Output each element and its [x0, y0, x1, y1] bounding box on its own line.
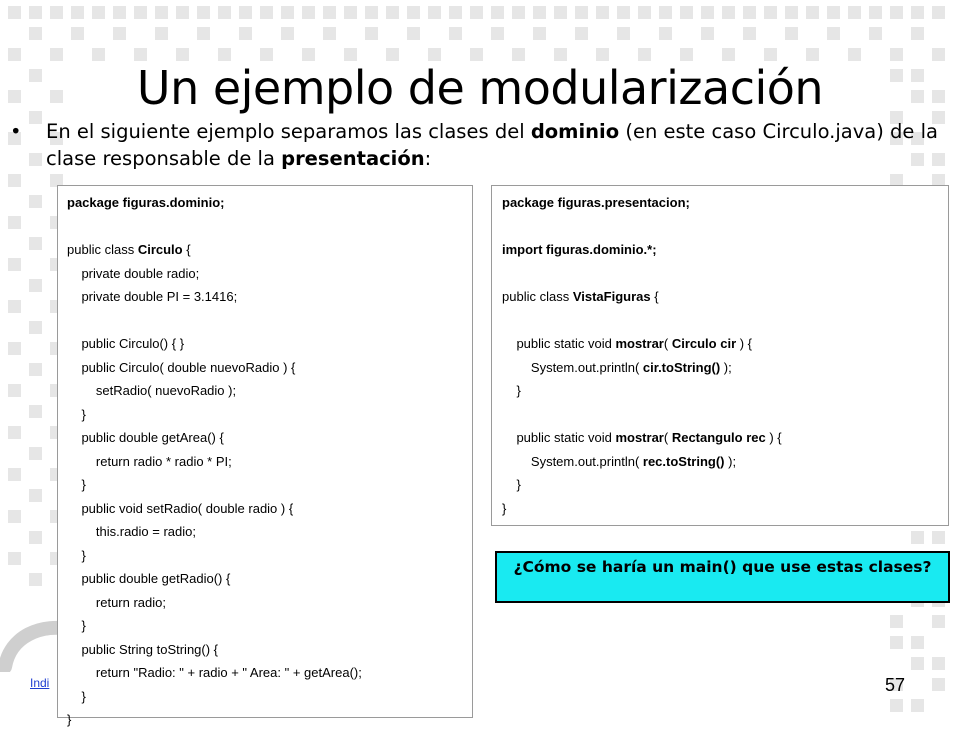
- code-line: package figuras.presentacion;: [502, 195, 690, 210]
- code-line: this.radio = radio;: [67, 524, 196, 539]
- code-line: [67, 309, 472, 333]
- code-line: return radio * radio * PI;: [67, 453, 232, 469]
- code-line: System.out.println( cir.toString() );: [502, 359, 732, 375]
- slide-title: Un ejemplo de modularización: [136, 61, 824, 115]
- code-line: [67, 215, 472, 239]
- code-line: }: [67, 688, 86, 704]
- code-line: public double getRadio() {: [67, 571, 231, 586]
- bullet-icon: •: [10, 120, 22, 143]
- code-line: public static void mostrar( Circulo cir ) {: [502, 336, 753, 351]
- page-number: 57: [885, 675, 906, 695]
- code-line: public class VistaFiguras {: [502, 289, 659, 304]
- code-line: System.out.println( rec.toString() );: [502, 453, 737, 469]
- circulo-code-box: [57, 185, 473, 727]
- code-line: [502, 403, 948, 427]
- code-line: setRadio( nuevoRadio );: [67, 383, 237, 398]
- question-callout: ¿Cómo se haría un main() que use estas clases?: [495, 551, 950, 603]
- code-line: public Circulo( double nuevoRadio ) {: [67, 359, 296, 375]
- code-line: package figuras.dominio;: [67, 195, 225, 210]
- index-link[interactable]: Indi: [30, 676, 50, 690]
- vistafiguras-code-box: [491, 185, 949, 526]
- code-line: public String toString() {: [67, 641, 219, 657]
- code-line: public void setRadio( double radio ) {: [67, 500, 294, 516]
- code-line: public Circulo() { }: [67, 336, 185, 351]
- code-line: public class Circulo {: [67, 242, 191, 257]
- bullet-paragraph: [10, 118, 950, 172]
- code-line: }: [67, 406, 86, 422]
- code-line: [502, 262, 948, 286]
- bullet-text: En el siguiente ejemplo separamos las clases del dominio (en este caso Circulo.java) de la clase responsable de la presentación:: [46, 120, 938, 170]
- code-line: [502, 215, 948, 239]
- code-line: }: [502, 477, 521, 492]
- code-line: return radio;: [67, 594, 166, 610]
- code-line: public double getArea() {: [67, 430, 224, 445]
- code-line: }: [502, 383, 521, 398]
- code-line: public static void mostrar( Rectangulo rec ) {: [502, 430, 782, 445]
- code-line: }: [67, 477, 86, 492]
- code-line: private double radio;: [67, 265, 200, 281]
- code-line: }: [502, 500, 507, 516]
- code-line: private double PI = 3.1416;: [67, 289, 238, 304]
- code-line: import figuras.dominio.*;: [502, 242, 657, 257]
- code-line: }: [67, 547, 86, 563]
- code-line: }: [67, 618, 86, 633]
- code-line: }: [67, 712, 72, 727]
- code-line: return "Radio: " + radio + " Area: " + getArea();: [67, 665, 362, 680]
- code-line: [502, 309, 948, 333]
